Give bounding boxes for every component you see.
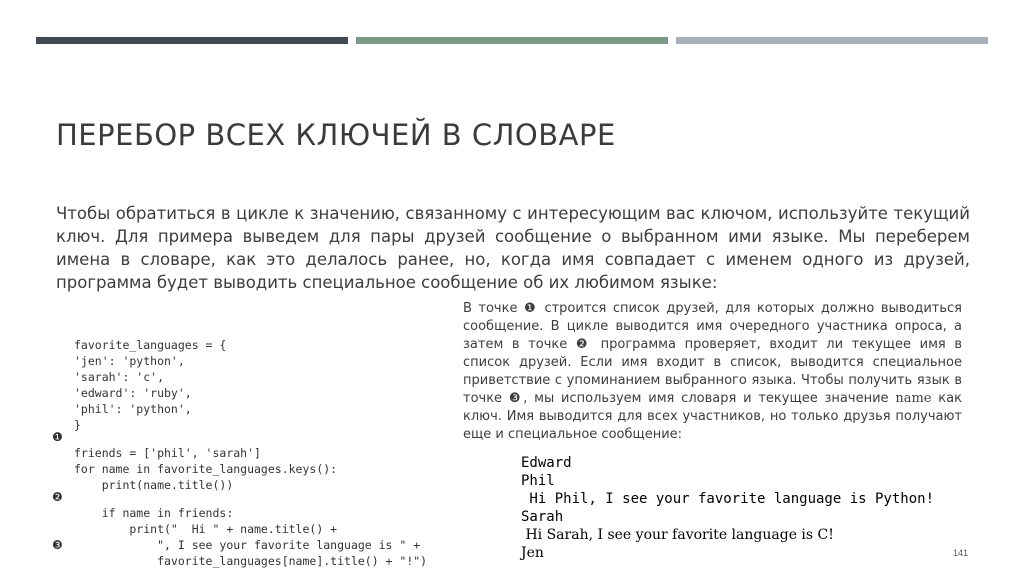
code-text: 'sarah': 'c', xyxy=(74,370,165,384)
keyword-name: name xyxy=(895,391,932,406)
code-text: 'phil': 'python', xyxy=(74,402,192,416)
page-number: 141 xyxy=(953,548,969,558)
code-text: if name in friends: xyxy=(74,506,234,520)
output-line: Sarah xyxy=(521,509,564,525)
code-text: favorite_languages = { xyxy=(74,338,227,352)
explanation-text: как ключ. Имя выводится для всех участников, но только друзья получают еще и специальное сообщение: xyxy=(463,391,962,442)
code-text: friends = ['phil', 'sarah'] xyxy=(74,446,261,460)
output-line: Jen xyxy=(521,545,544,561)
step-marker: ❸ xyxy=(52,538,63,552)
code-text: for name in favorite_languages.keys(): xyxy=(74,462,338,476)
step-marker: ❷ xyxy=(52,490,63,504)
header-accent-bar-gray xyxy=(676,37,988,44)
explanation-text: , мы используем имя словаря и текущее значение xyxy=(523,391,896,406)
header-accent-bar-dark xyxy=(36,37,348,44)
code-text: ", I see your favorite language is " + xyxy=(74,538,421,552)
step-marker-1: ❶ xyxy=(523,301,538,316)
explanation-text: строится список друзей, для которых должно выводиться сообщение. В цикле выводится имя очередного участника опроса, а затем в точке xyxy=(463,301,962,352)
intro-paragraph: Чтобы обратиться в цикле к значению, связанному с интересующим вас ключом, используйте текущий ключ. Для примера выведем для пары друзей сообщение о выбранном ими языке. Мы переберем имена в словаре, как это делалось ранее, но, когда имя совпадает с именем одного из друзей, программа будет выводить специальное сообщение об их любимом языке: xyxy=(56,204,970,292)
explanation-paragraph xyxy=(463,300,962,444)
explanation-text: программа проверяет, входит ли текущее имя в список друзей. Если имя входит в список, выводится специальное приветствие с упоминанием выбранного языка. Чтобы получить язык в точке xyxy=(463,337,963,406)
explanation-text: В точке xyxy=(463,301,524,316)
code-text: 'edward': 'ruby', xyxy=(74,386,192,400)
code-text: print(name.title()) xyxy=(74,478,234,492)
output-line: Hi Sarah, I see your favorite language is C! xyxy=(521,527,834,543)
code-line xyxy=(52,385,81,432)
output-line: Phil xyxy=(521,473,555,489)
output-line: Hi Phil, I see your favorite language is Python! xyxy=(521,491,935,507)
code-text: favorite_languages[name].title() + "!") xyxy=(74,554,428,568)
slide-title: ПЕРЕБОР ВСЕХ КЛЮЧЕЙ В СЛОВАРЕ xyxy=(56,118,616,152)
code-line xyxy=(52,413,261,460)
code-line xyxy=(52,305,227,352)
code-text: 'jen': 'python', xyxy=(74,354,185,368)
step-marker: ❶ xyxy=(52,430,63,444)
code-text: } xyxy=(74,418,81,432)
step-marker-2: ❷ xyxy=(575,337,592,352)
header-accent-bar-green xyxy=(356,37,668,44)
code-text: print(" Hi " + name.title() + xyxy=(74,522,338,536)
step-marker-3: ❸ xyxy=(508,391,524,406)
output-line: Edward xyxy=(521,455,572,471)
